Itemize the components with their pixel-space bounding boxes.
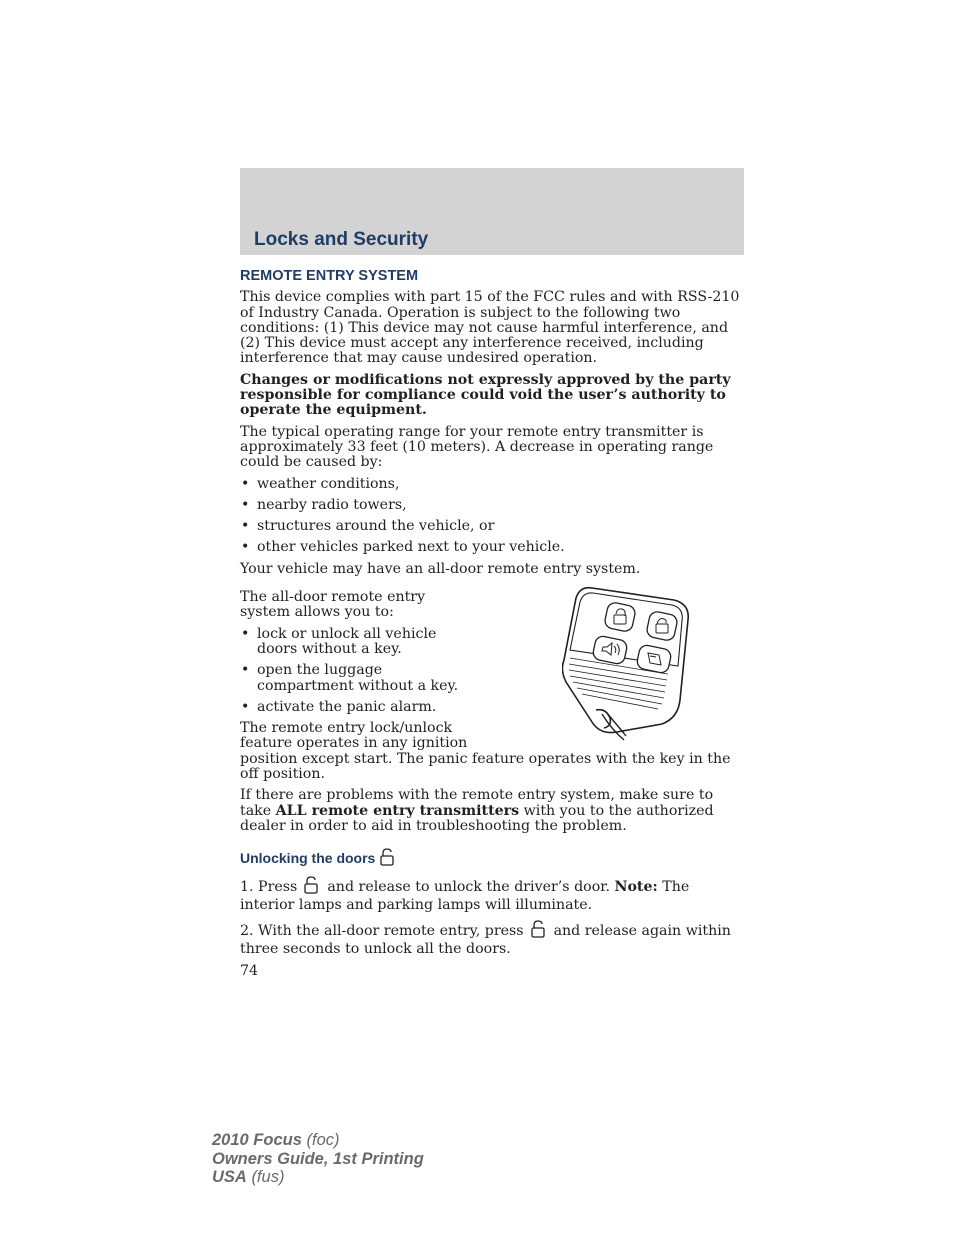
lock-unlock-paragraph-start: The remote entry lock/unlock feature operates in any ignition [240, 720, 468, 752]
troubleshooting-text-start: If there are problems with the remote entry system, make sure to take [240, 787, 714, 819]
troubleshooting-text-bold: ALL remote entry transmitters [275, 802, 520, 819]
footer-region-code: (fus) [251, 1168, 285, 1186]
alldoor-features-list [240, 627, 476, 715]
list-item: • structures around the vehicle, or [240, 519, 740, 534]
list-item: • nearby radio towers, [240, 498, 740, 513]
alldoor-intro: The all-door remote entry system allows you to: [240, 589, 426, 621]
list-item: • open the luggage compartment without a key. [240, 663, 476, 694]
footer-line-2 [212, 1150, 424, 1169]
footer-model-code: (foc) [306, 1131, 340, 1149]
step-2-text-b: and release again within three seconds to unlock all the doors. [240, 922, 731, 957]
range-paragraph: The typical operating range for your remote entry transmitter is approximately 33 feet (10 meters). A decrease in operating range could be caused by: [240, 423, 714, 471]
step-1-text-a: 1. Press [240, 878, 298, 895]
footer-line-1 [212, 1131, 424, 1150]
footer [212, 1131, 424, 1187]
footer-model: 2010 Focus [212, 1131, 302, 1149]
troubleshooting-text-end: with you to the authorized dealer in order to aid in troubleshooting the problem. [240, 802, 714, 834]
step-2 [240, 920, 740, 958]
section-title: REMOTE ENTRY SYSTEM [240, 268, 419, 284]
footer-line-3 [212, 1168, 424, 1187]
list-item: • lock or unlock all vehicle doors without a key. [240, 627, 476, 658]
list-item: • other vehicles parked next to your vehicle. [240, 540, 740, 555]
alldoor-paragraph: Your vehicle may have an all-door remote entry system. [240, 560, 641, 577]
unlocking-title-text: Unlocking the doors [240, 850, 376, 867]
unlock-icon [303, 876, 319, 894]
key-fob-illustration [562, 580, 702, 750]
alldoor-block [240, 590, 740, 752]
page-content [240, 266, 740, 979]
step-1-note: The interior lamps and parking lamps will illuminate. [240, 878, 690, 913]
troubleshooting-paragraph [240, 788, 740, 834]
warning-paragraph: Changes or modifications not expressly approved by the party responsible for compliance could void the user’s authority to operate the equipment. [240, 371, 731, 419]
step-1-text-b: and release to unlock the driver’s door. [327, 878, 610, 895]
range-factors-list [240, 477, 740, 556]
step-2-text-a: 2. With the all-door remote entry, press [240, 922, 524, 939]
list-item: • activate the panic alarm. [240, 700, 476, 715]
fcc-paragraph: This device complies with part 15 of the FCC rules and with RSS-210 of Industry Canada. Operation is subject to the following two conditions: (1) This device may not cause harmful interference, and (2) This device must accept any interference received, including interference that may cause undesired operation. [240, 289, 740, 367]
unlocking-title [240, 848, 740, 866]
note-label: Note: [614, 878, 658, 895]
unlock-icon [379, 848, 395, 866]
unlock-icon [530, 920, 546, 938]
footer-region: USA [212, 1168, 247, 1186]
step-1 [240, 876, 740, 914]
list-item: • weather conditions, [240, 477, 740, 492]
section-header-band [240, 168, 744, 255]
footer-guide: Owners Guide, 1st Printing [212, 1149, 424, 1168]
lock-unlock-paragraph-end: position except start. The panic feature operates with the key in the off position. [240, 750, 731, 783]
chapter-title: Locks and Security [254, 229, 429, 250]
page-number: 74 [240, 962, 259, 979]
